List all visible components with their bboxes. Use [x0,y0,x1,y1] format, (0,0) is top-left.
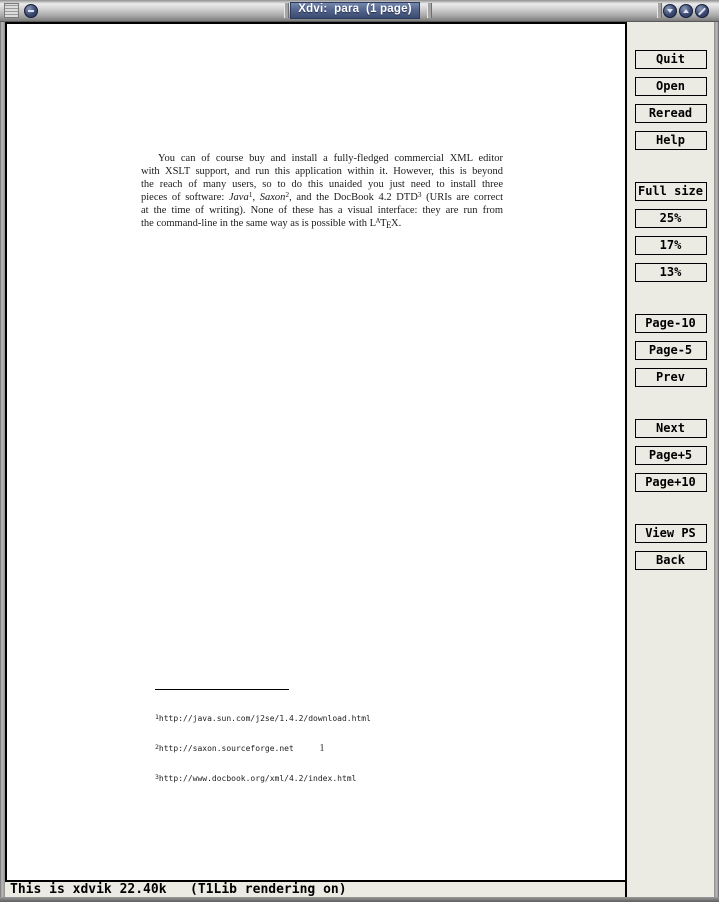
back-button[interactable]: Back [635,551,707,570]
text-segment: , [252,192,260,203]
button-group-gap [627,158,714,182]
help-button[interactable]: Help [635,131,707,150]
paragraph-line: the reach of many users, so to do this unaided you just need to install three [141,179,503,190]
view-ps-button[interactable]: View PS [635,524,707,543]
document-viewport[interactable] [5,22,627,882]
button-group-gap [627,290,714,314]
title-bar[interactable] [0,0,719,22]
footnote-number: 3 [155,772,159,781]
paragraph-line [141,217,503,231]
next-button[interactable]: Next [635,419,707,438]
footnote-number: 1 [155,712,159,721]
footnote-url: http://java.sun.com/j2se/1.4.2/download.html [158,714,371,723]
window-title: Xdvi: para (1 page) [290,2,420,19]
text-segment: pieces of software: [141,192,229,203]
main-area [5,22,714,897]
latex-logo: E [386,220,392,230]
paragraph-line: You can of course buy and install a fully-fledged commercial XML editor [158,153,503,164]
footnote-ref-3: 3 [417,189,422,199]
paragraph-line [141,191,503,204]
page-minus-5-button[interactable]: Page-5 [635,341,707,360]
window-frame-bottom [0,897,719,902]
maximize-button[interactable] [679,4,693,18]
footnote-url: http://saxon.sourceforge.net [158,744,294,753]
latex-logo: T [380,218,387,229]
quit-button[interactable]: Quit [635,50,707,69]
footnote-line [155,714,371,724]
application-icon [4,3,19,18]
zoom-17-button[interactable]: 17% [635,236,707,255]
close-button[interactable] [695,4,709,18]
italic-java: Java [228,192,249,203]
down-arrow-icon [667,9,673,13]
text-segment: , and the DocBook 4.2 DTD [289,192,418,203]
page-minus-10-button[interactable]: Page-10 [635,314,707,333]
footnote-number: 2 [155,742,159,751]
text-segment: (URIs are correct [421,192,503,203]
minus-icon [28,10,34,12]
page-plus-5-button[interactable]: Page+5 [635,446,707,465]
latex-logo: A [375,217,381,225]
footnote-line [155,774,371,784]
titlebar-groove [657,3,662,18]
footnote-ref-2: 2 [285,189,290,199]
titlebar-groove [284,3,289,18]
italic-saxon: Saxon [259,192,286,203]
titlebar-groove [427,3,432,18]
open-button[interactable]: Open [635,77,707,96]
status-bar: This is xdvik 22.40k (T1Lib rendering on) [5,882,627,897]
zoom-13-button[interactable]: 13% [635,263,707,282]
full-size-button[interactable]: Full size [635,182,707,201]
button-group-gap [627,395,714,419]
latex-logo: L [369,218,377,229]
paragraph-line: with XSLT support, and run this application within it. However, this is beyond [141,166,503,177]
up-arrow-icon [683,9,689,13]
zoom-25-button[interactable]: 25% [635,209,707,228]
button-group-gap [627,500,714,524]
slash-icon [698,7,706,15]
shade-button[interactable] [663,4,677,18]
page-number: 1 [319,743,325,754]
text-segment: the command-line in the same way as is possible with [141,218,370,229]
sidebar [627,22,714,897]
paragraph [141,152,503,231]
paragraph-line: at the time of writing). None of these has a visual interface: they are run from [141,205,503,216]
page-plus-10-button[interactable]: Page+10 [635,473,707,492]
footnote-ref-1: 1 [248,189,253,199]
window-frame-right [714,22,719,897]
iconify-button[interactable] [24,4,38,18]
footnote-url: http://www.docbook.org/xml/4.2/index.html [158,774,357,783]
reread-button[interactable]: Reread [635,104,707,123]
latex-logo: X. [391,218,402,229]
prev-button[interactable]: Prev [635,368,707,387]
footnote-rule [155,689,289,690]
